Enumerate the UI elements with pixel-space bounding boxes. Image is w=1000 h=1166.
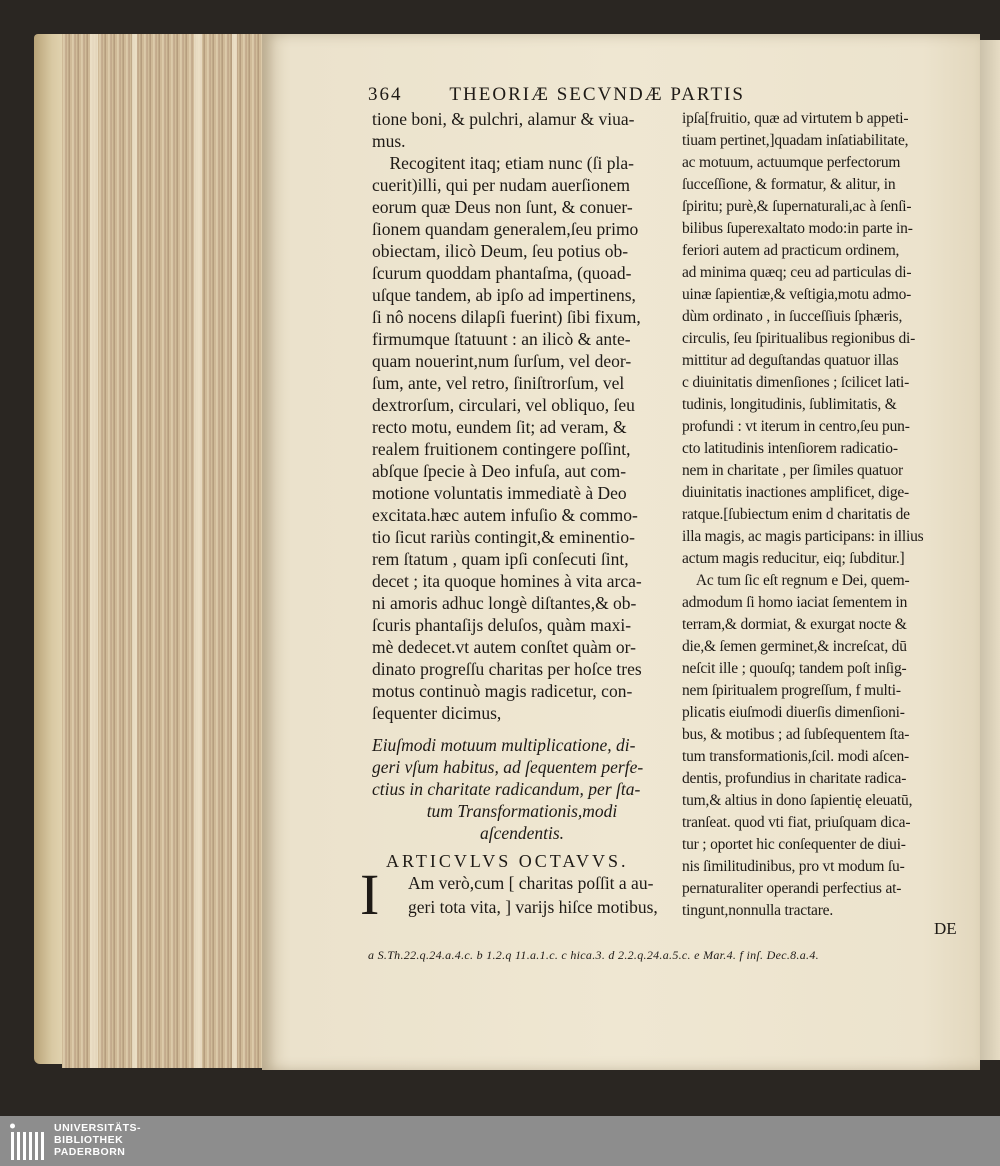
text-line: admodum ſi homo iaciat ſementem in xyxy=(682,594,908,611)
text-line: mè dedecet.vt autem conſtet quàm or- xyxy=(372,637,636,657)
text-line: ſucceſſione, & formatur, & alitur, in xyxy=(682,176,896,193)
text-line: rem ſtatum , quam ipſi conſecuti ſint, xyxy=(372,549,629,569)
italic-heading-line: Eiuſmodi motuum multiplicatione, di- xyxy=(372,735,636,755)
text-line: ſequenter dicimus, xyxy=(372,703,502,723)
text-line: recto motu, eundem ſit; ad veram, & xyxy=(372,417,627,437)
text-line: profundi : vt iterum in centro,ſeu pun- xyxy=(682,418,910,435)
text-line: uſque tandem, ab ipſo ad impertinens, xyxy=(372,285,636,305)
text-line: motus continuò magis radicetur, con- xyxy=(372,681,633,701)
text-line: nis ſimilitudinibus, pro vt modum ſu- xyxy=(682,858,905,875)
text-line: dinato progreſſu charitas per hoſce tres xyxy=(372,659,642,679)
library-name xyxy=(54,1122,141,1158)
text-line: circulis, ſeu ſpiritualibus regionibus di- xyxy=(682,330,916,347)
text-line: tudinis, longitudinis, ſublimitatis, & xyxy=(682,396,897,413)
text-line: Ac tum ſic eſt regnum e Dei, quem- xyxy=(682,572,910,589)
italic-heading-line: ctius in charitate radicandum, per ſta- xyxy=(372,779,641,799)
italic-heading-line: aſcendentis. xyxy=(479,823,565,843)
library-name-line: BIBLIOTHEK xyxy=(54,1134,124,1146)
text-line: plicatis eiuſmodi diuerſis dimenſioni- xyxy=(682,704,905,721)
page-stack-fore-edge xyxy=(62,34,268,1068)
text-line: illa magis, ac magis participans: in illius xyxy=(682,528,924,545)
italic-heading-line: tum Transformationis,modi xyxy=(426,801,618,821)
text-line: ſionem quandam generalem,ſeu primo xyxy=(372,219,639,239)
text-line: tiuam pertinet,]quadam inſatiabilitate, xyxy=(682,132,909,149)
text-line: eorum quæ Deus non ſunt, & conuer- xyxy=(372,197,633,217)
text-line: bilibus ſuperexaltato modo:in parte in- xyxy=(682,220,913,237)
text-line: ſpiritu; purè,& ſupernaturali,ac à ſenſi- xyxy=(682,198,912,215)
text-line: actum magis reducitur, eiq; ſubditur.] xyxy=(682,550,905,567)
text-line: ſcurum quoddam phantaſma, (quoad- xyxy=(372,263,632,283)
library-logo-icon xyxy=(8,1122,48,1162)
running-head xyxy=(368,84,745,106)
article-heading: ARTICVLVS OCTAVVS. xyxy=(386,851,629,871)
text-line: ſi nô nocens dilapſi fuerint) ſibi fixum, xyxy=(372,307,641,327)
library-name-line: PADERBORN xyxy=(54,1146,126,1158)
text-line: die,& ſemen germinet,& increſcat, dū xyxy=(682,638,907,655)
text-line: dùm ordinato , in ſucceſſiuis ſphæris, xyxy=(682,308,903,325)
text-line: realem fruitionem contingere poſſint, xyxy=(372,439,631,459)
text-line: diuinitatis inactiones amplificet, dige- xyxy=(682,484,910,501)
text-line: firmumque ſtatuunt : an ilicò & ante- xyxy=(372,329,631,349)
text-line: Am verò,cum [ charitas poſſit a au- xyxy=(408,873,654,893)
library-name-line: UNIVERSITÄTS- xyxy=(54,1122,142,1134)
text-line: Recogitent itaq; etiam nunc (ſi pla- xyxy=(372,153,634,173)
text-line: cuerit)illi, qui per nudam auerſionem xyxy=(372,175,631,195)
drop-cap: I xyxy=(360,862,380,927)
text-line: ſcuris phantaſijs deluſos, quàm maxi- xyxy=(372,615,632,635)
left-text-column xyxy=(372,108,672,844)
text-line: obiectam, ilicò Deum, ſeu potius ob- xyxy=(372,241,629,261)
text-line: tio ſicut rariùs contingit,& eminentio- xyxy=(372,527,635,547)
text-line: cto latitudinis intenſiorem radicatio- xyxy=(682,440,898,457)
text-line: tur ; oportet hic conſequenter de diui- xyxy=(682,836,906,853)
text-line: nem ſpiritualem progreſſum, f multi- xyxy=(682,682,901,699)
text-line: mittitur ad deguſtandas quatuor illas xyxy=(682,352,899,369)
text-line: feriori autem ad practicum ordinem, xyxy=(682,242,900,259)
text-line: nem in charitate , per ſimiles quatuor xyxy=(682,462,903,479)
text-line: neſcit ille ; quouſq; tandem poſt inſig- xyxy=(682,660,907,677)
catchword: DE xyxy=(934,919,957,938)
text-line: tum transformationis,ſcil. modi aſcen- xyxy=(682,748,909,765)
text-line: c diuinitatis dimenſiones ; ſcilicet lati- xyxy=(682,374,910,391)
text-line: ad minima quæq; ceu ad particulas di- xyxy=(682,264,912,281)
text-line: tingunt,nonnulla tractare. xyxy=(682,902,834,919)
article-opening xyxy=(408,872,658,920)
text-line: ni amoris adhuc longè diſtantes,& ob- xyxy=(372,593,637,613)
text-line: ratque.[ſubiectum enim d charitatis de xyxy=(682,506,910,523)
text-line: pernaturaliter operandi perfectius at- xyxy=(682,880,902,897)
text-line: mus. xyxy=(372,131,406,151)
text-line: geri tota vita, ] varijs hiſce motibus, xyxy=(408,897,658,917)
library-footer-banner xyxy=(0,1116,1000,1166)
text-line: dentis, profundius in charitate radica- xyxy=(682,770,907,787)
right-text-column xyxy=(682,108,972,922)
text-line: terram,& dormiat, & exurgat nocte & xyxy=(682,616,907,633)
page-number: 364 xyxy=(368,84,403,105)
text-line: decet ; ita quoque homines à vita arca- xyxy=(372,571,642,591)
text-line: bus, & motibus ; ad ſubſequentem ſta- xyxy=(682,726,910,743)
text-line: ſum, ante, vel retro, ſiniſtrorſum, vel xyxy=(372,373,625,393)
text-line: motione voluntatis immediatè à Deo xyxy=(372,483,627,503)
text-line: dextrorſum, circulari, vel obliquo, ſeu xyxy=(372,395,635,415)
footnotes: a S.Th.22.q.24.a.4.c. b 1.2.q 11.a.1.c. c hica.3. d 2.2.q.24.a.5.c. e Mar.4. f inſ. Dec.8.a.4. xyxy=(368,948,819,962)
text-line: tione boni, & pulchri, alamur & viua- xyxy=(372,109,635,129)
text-line: ipſa[fruitio, quæ ad virtutem b appeti- xyxy=(682,110,909,127)
text-line: uinæ ſapientiæ,& veſtigia,motu admo- xyxy=(682,286,912,303)
running-title: THEORIÆ SECVNDÆ PARTIS xyxy=(449,84,745,105)
facing-page-edge xyxy=(978,40,1000,1060)
text-line: abſque ſpecie à Deo infuſa, aut com- xyxy=(372,461,627,481)
italic-heading-line: geri vſum habitus, ad ſequentem perfe- xyxy=(372,757,644,777)
text-line: quam nouerint,num ſurſum, vel deor- xyxy=(372,351,632,371)
text-line: tum,& altius in dono ſapientię eleuatū, xyxy=(682,792,913,809)
text-line: tranſeat. quod vti fiat, priuſquam dica- xyxy=(682,814,911,831)
text-line: ac motuum, actuumque perfectorum xyxy=(682,154,901,171)
text-line: excitata.hæc autem infuſio & commo- xyxy=(372,505,638,525)
